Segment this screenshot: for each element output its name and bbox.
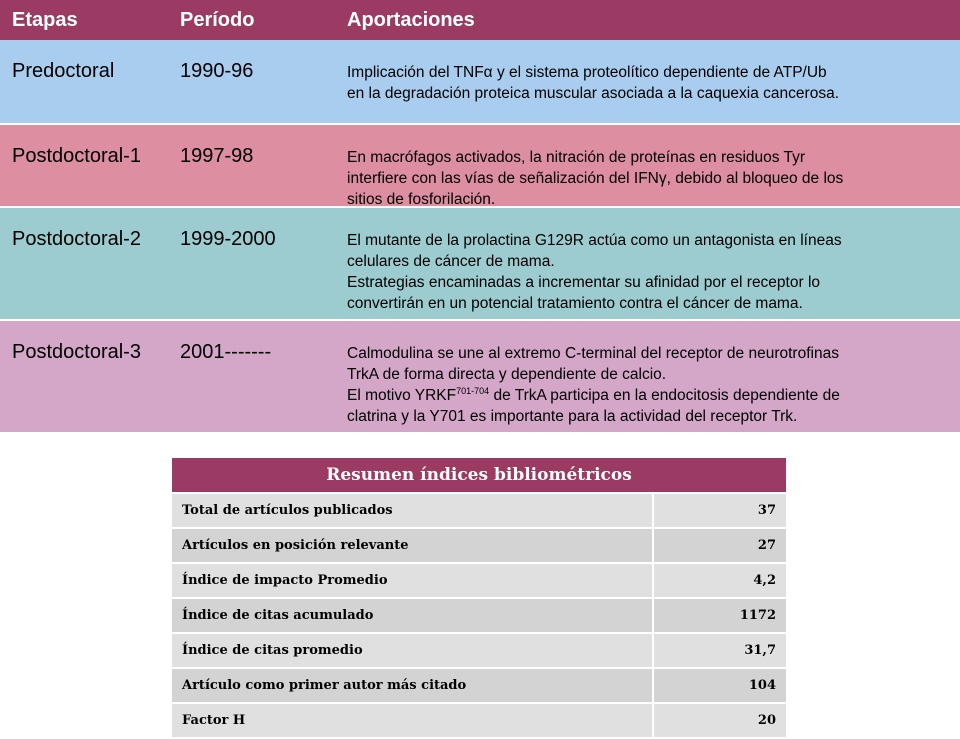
aportacion-line: Calmodulina se une al extremo C-terminal del receptor de neurotrofinas [347, 345, 839, 362]
aportacion-line: celulares de cáncer de mama. [347, 253, 555, 270]
row-etapa: Postdoctoral-2 [12, 228, 141, 250]
bibliometric-summary-table [172, 458, 786, 739]
aportacion-line: clatrina y la Y701 es importante para la actividad del receptor Trk. [347, 408, 798, 425]
summary-row [172, 494, 786, 529]
summary-value: 20 [654, 704, 786, 737]
summary-label: Artículo como primer autor más citado [172, 669, 654, 702]
aportacion-line: Implicación del TNFα y el sistema proteolítico dependiente de ATP/Ub [347, 64, 827, 81]
aportacion-line: sitios de fosforilación. [347, 191, 496, 208]
aportacion-line: convertirán en un potencial tratamiento contra el cáncer de mama. [347, 295, 803, 312]
motif-rest: de TrkA participa en la endocitosis dependiente de [489, 387, 840, 404]
header-etapas: Etapas [12, 8, 78, 31]
summary-row [172, 529, 786, 564]
aportacion-line: interfiere con las vías de señalización del IFNγ, debido al bloqueo de los [347, 170, 844, 187]
summary-value: 1172 [654, 599, 786, 632]
row-aportaciones [347, 208, 960, 319]
motif-superscript: 701-704 [456, 386, 490, 396]
summary-value: 4,2 [654, 564, 786, 597]
aportacion-line: en la degradación proteica muscular asociada a la caquexia cancerosa. [347, 85, 839, 102]
row-aportaciones [347, 40, 960, 123]
table-row [0, 319, 960, 432]
summary-row [172, 599, 786, 634]
table-row [0, 40, 960, 123]
aportacion-line: Estrategias encaminadas a incrementar su afinidad por el receptor lo [347, 274, 821, 291]
summary-label: Total de artículos publicados [172, 494, 654, 527]
row-periodo: 1997-98 [180, 145, 254, 167]
summary-label: Artículos en posición relevante [172, 529, 654, 562]
aportacion-line [347, 385, 950, 406]
summary-label: Índice de citas acumulado [172, 599, 654, 632]
aportacion-line: En macrófagos activados, la nitración de proteínas en residuos Tyr [347, 149, 806, 166]
row-etapa: Postdoctoral-1 [12, 145, 141, 167]
row-aportaciones [347, 321, 960, 432]
row-periodo: 1999-2000 [180, 228, 276, 250]
summary-label: Índice de impacto Promedio [172, 564, 654, 597]
table-header [0, 0, 960, 40]
summary-title: Resumen índices bibliométricos [172, 458, 786, 494]
aportacion-line: TrkA de forma directa y dependiente de calcio. [347, 366, 667, 383]
summary-row [172, 669, 786, 704]
row-periodo: 2001------- [180, 341, 272, 363]
summary-value: 31,7 [654, 634, 786, 667]
aportacion-line: El mutante de la prolactina G129R actúa como un antagonista en líneas [347, 232, 842, 249]
summary-value: 104 [654, 669, 786, 702]
summary-label: Índice de citas promedio [172, 634, 654, 667]
summary-row [172, 634, 786, 669]
summary-value: 27 [654, 529, 786, 562]
row-etapa: Predoctoral [12, 60, 115, 82]
summary-value: 37 [654, 494, 786, 527]
table-row [0, 123, 960, 206]
row-aportaciones [347, 125, 960, 206]
row-periodo: 1990-96 [180, 60, 254, 82]
header-periodo: Período [180, 8, 255, 31]
row-etapa: Postdoctoral-3 [12, 341, 141, 363]
summary-label: Factor H [172, 704, 654, 737]
summary-row [172, 564, 786, 599]
summary-row [172, 704, 786, 739]
motif-name: El motivo YRKF [347, 387, 457, 404]
table-row [0, 206, 960, 319]
header-aportaciones: Aportaciones [347, 8, 475, 31]
